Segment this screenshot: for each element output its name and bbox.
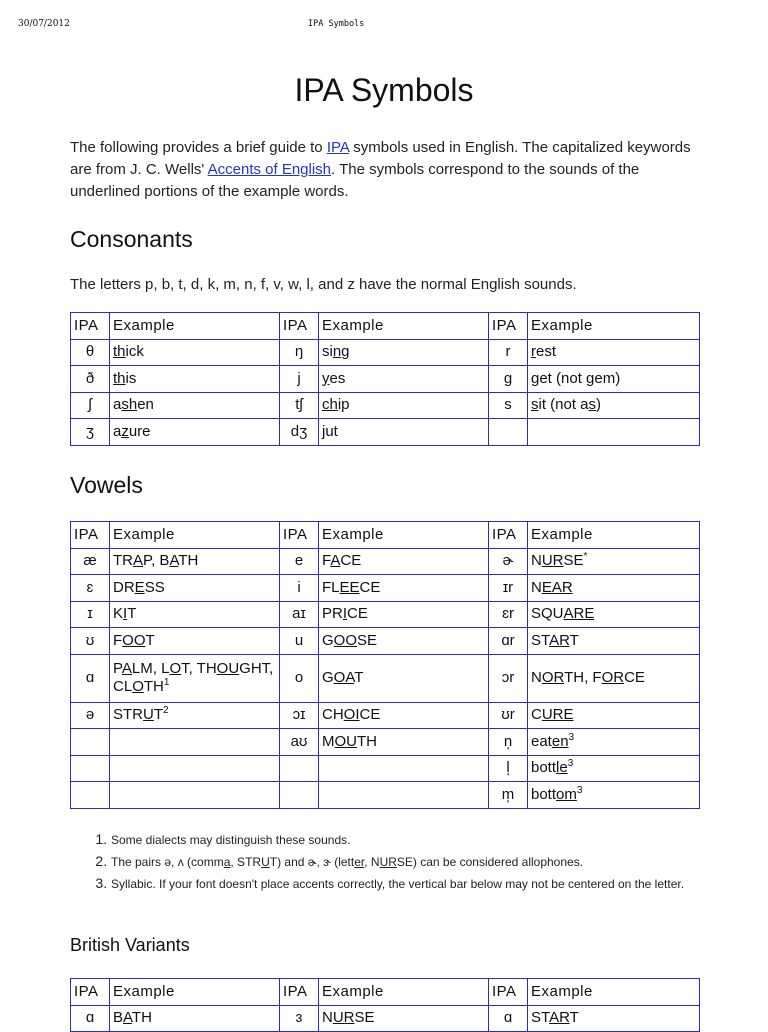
underlined-segment: ch [322, 396, 338, 414]
underlined-segment: UR [379, 855, 397, 869]
text-segment: SQU [531, 605, 564, 623]
example-word [528, 419, 700, 446]
text-segment: it (not a [538, 396, 589, 414]
table-row [71, 729, 700, 756]
text-segment: ) [596, 396, 602, 414]
table-row [71, 601, 700, 628]
underlined-segment: s [531, 396, 539, 414]
text-segment: N [322, 1009, 333, 1027]
underlined-segment: s [588, 396, 597, 414]
ipa-symbol: l̩ [489, 755, 528, 782]
underlined-segment: a [223, 855, 231, 869]
ipa-symbol: ə [71, 702, 110, 729]
ipa-symbol: ʒ [71, 419, 110, 446]
example-word [110, 392, 280, 419]
text-segment: M [322, 732, 335, 750]
table-row [71, 392, 700, 419]
text-segment: G [322, 631, 334, 649]
column-header-example: Example [528, 313, 700, 340]
column-header-example: Example [528, 522, 700, 549]
example-word [528, 392, 700, 419]
british-variants-heading: British Variants [70, 935, 190, 955]
ipa-symbol: θ [71, 339, 110, 366]
text-segment: em) [594, 369, 621, 387]
column-header-ipa: IPA [489, 979, 528, 1006]
text-segment: TR [113, 552, 133, 570]
ipa-symbol: j [280, 366, 319, 393]
intro-text-1: The following provides a brief guide to [70, 139, 327, 156]
example-word [528, 755, 700, 782]
example-word [319, 628, 489, 655]
ipa-symbol: ɛr [489, 601, 528, 628]
text-segment: ip [337, 396, 350, 414]
example-word [110, 628, 280, 655]
underlined-segment: AR [549, 631, 570, 649]
text-segment: LM, L [131, 660, 170, 677]
table-row [71, 702, 700, 729]
consonants-note: The letters p, b, t, d, k, m, n, f, v, w, l, and z have the normal English sounds. [70, 276, 577, 293]
ipa-symbol: ŋ [280, 339, 319, 366]
ipa-symbol: æ [71, 548, 110, 575]
underlined-segment: OU [216, 660, 240, 677]
example-word [528, 702, 700, 729]
text-segment: TH, F [564, 669, 602, 686]
ipa-symbol: ɔɪ [280, 702, 319, 729]
text-segment: The pairs ə, ʌ (comm [111, 855, 224, 869]
example-word [110, 729, 280, 756]
ipa-symbol: s [489, 392, 528, 419]
footnote-ref: * [583, 551, 588, 563]
text-segment: SE) can be considered allophones. [396, 855, 584, 869]
intro-paragraph [70, 137, 700, 203]
underlined-segment: A [133, 552, 144, 570]
underlined-segment: UR [541, 552, 564, 570]
text-segment: eat [531, 732, 552, 750]
underlined-segment: z [121, 422, 129, 440]
footnote-item: 3. Syllabic. If your font doesn't place accents correctly, the vertical bar below may not be centered on the letter. [111, 873, 731, 895]
example-word [319, 654, 489, 702]
example-word [319, 1005, 489, 1032]
text-segment: si [322, 343, 333, 361]
example-word [319, 419, 489, 446]
underlined-segment: I [342, 605, 348, 623]
table-row [71, 419, 700, 446]
table-row [71, 782, 700, 809]
text-segment: CE [624, 669, 645, 686]
footnote-item: 1. Some dialects may distinguish these sounds. [111, 829, 731, 851]
footnote-item [111, 851, 731, 873]
example-word [319, 782, 489, 809]
accents-of-english-link[interactable]: Accents of English [207, 161, 332, 178]
ipa-symbol: ð [71, 366, 110, 393]
table-header-row [71, 979, 700, 1006]
underlined-segment: A [123, 1009, 132, 1027]
ipa-symbol: e [280, 548, 319, 575]
intro-text-2: symbols used in English. The capitalized keywords are from J. C. Wells' [70, 139, 691, 178]
text-segment: GHT, CL [113, 660, 274, 695]
text-segment: , N [364, 855, 380, 869]
text-segment: TH [131, 1009, 152, 1027]
example-word [528, 729, 700, 756]
example-word [110, 366, 280, 393]
underlined-segment: en [551, 732, 569, 750]
text-segment: B [113, 1009, 124, 1027]
ipa-symbol: ɑ [71, 1005, 110, 1032]
underlined-segment: g [586, 369, 595, 387]
consonants-table [70, 312, 700, 446]
column-header-ipa: IPA [489, 313, 528, 340]
text-segment: K [113, 605, 124, 623]
underlined-segment: g [531, 369, 540, 387]
column-header-ipa: IPA [489, 522, 528, 549]
text-segment: T [569, 1009, 579, 1027]
text-segment: PR [322, 605, 343, 623]
ipa-symbol: ʃ [71, 392, 110, 419]
underlined-segment: sh [121, 396, 138, 414]
text-segment: ut [325, 422, 338, 440]
footnote-ref: 3 [576, 784, 583, 796]
example-word [110, 755, 280, 782]
footnote-ref: 1 [163, 677, 170, 688]
footnote-ref: 2 [163, 705, 169, 717]
underlined-segment: EE [339, 578, 360, 596]
underlined-segment: ng [332, 343, 350, 361]
text-segment: G [322, 669, 334, 686]
table-row [71, 575, 700, 602]
table-header-row [71, 522, 700, 549]
underlined-segment: A [169, 552, 179, 570]
ipa-symbol: ɑ [71, 654, 110, 702]
header-date: 30/07/2012 [18, 19, 70, 29]
column-header-example: Example [110, 522, 280, 549]
text-segment: CH [322, 706, 344, 724]
example-word [110, 575, 280, 602]
underlined-segment: th [113, 369, 126, 387]
text-segment: P, B [143, 552, 170, 570]
text-segment: SS [144, 578, 165, 596]
ipa-symbol: ɪ [71, 601, 110, 628]
underlined-segment: th [113, 343, 126, 361]
text-segment: ST [531, 1009, 550, 1027]
text-segment: bott [531, 759, 557, 777]
example-word [319, 702, 489, 729]
underlined-segment: UR [332, 1009, 355, 1027]
text-segment: TH [178, 552, 199, 570]
text-segment: SE [357, 631, 378, 649]
underlined-segment: O [132, 678, 144, 695]
underlined-segment: EAR [541, 578, 573, 596]
ipa-symbol: ɑ [489, 1005, 528, 1032]
text-segment: SE [354, 1009, 375, 1027]
column-header-example: Example [319, 313, 489, 340]
ipa-symbol [280, 782, 319, 809]
underlined-segment: er [354, 855, 365, 869]
ipa-symbol: r [489, 339, 528, 366]
text-segment: T, TH [181, 660, 217, 677]
ipa-symbol: ɡ [489, 366, 528, 393]
example-word [528, 339, 700, 366]
text-segment: T [354, 669, 364, 686]
text-segment: CE [340, 552, 362, 570]
underlined-segment: A [121, 660, 132, 677]
ipa-symbol: ɔr [489, 654, 528, 702]
example-word [528, 575, 700, 602]
example-word [528, 628, 700, 655]
example-word [110, 702, 280, 729]
page-title: IPA Symbols [294, 72, 474, 108]
ipa-symbol [489, 419, 528, 446]
example-word [319, 575, 489, 602]
column-header-ipa: IPA [71, 522, 110, 549]
underlined-segment: ARE [563, 605, 595, 623]
column-header-example: Example [319, 522, 489, 549]
text-segment: F [322, 552, 331, 570]
ipa-symbol [280, 755, 319, 782]
underlined-segment: U [261, 855, 270, 869]
text-segment: N [531, 669, 542, 686]
example-word [319, 729, 489, 756]
text-segment: et (not [539, 369, 587, 387]
text-segment: P [113, 660, 122, 677]
ipa-symbol: ɜ [280, 1005, 319, 1032]
underlined-segment: OR [541, 669, 565, 686]
intro-text-3: . The symbols correspond to the sounds of the underlined portions of the example words. [70, 161, 640, 200]
text-segment: T) and ɚ, ɝ (lett [269, 855, 355, 869]
ipa-symbol: ɪr [489, 575, 528, 602]
table-row [71, 755, 700, 782]
ipa-symbol: ɛ [71, 575, 110, 602]
underlined-segment: OA [333, 669, 355, 686]
example-word [110, 419, 280, 446]
underlined-segment: O [169, 660, 182, 677]
example-word [319, 339, 489, 366]
text-segment: C [531, 706, 542, 724]
ipa-symbol: u [280, 628, 319, 655]
ipa-symbol: aʊ [280, 729, 319, 756]
text-segment: STR [113, 706, 143, 724]
text-segment: CE [359, 706, 381, 724]
underlined-segment: y [322, 369, 330, 387]
ipa-symbol: ʊr [489, 702, 528, 729]
example-word [319, 366, 489, 393]
footnote-ref: 3 [567, 758, 574, 770]
text-segment: is [125, 369, 137, 387]
text-segment: bott [531, 785, 557, 803]
example-word [528, 1005, 700, 1032]
column-header-ipa: IPA [71, 313, 110, 340]
vowels-table [70, 521, 700, 809]
table-row [71, 628, 700, 655]
ipa-symbol: tʃ [280, 392, 319, 419]
column-header-ipa: IPA [71, 979, 110, 1006]
column-header-ipa: IPA [280, 313, 319, 340]
ipa-symbol: m̩ [489, 782, 528, 809]
column-header-example: Example [528, 979, 700, 1006]
example-word [319, 755, 489, 782]
ipa-symbol [71, 729, 110, 756]
ipa-symbol [71, 782, 110, 809]
ipa-symbol [71, 755, 110, 782]
ipa-symbol: ɚ [489, 548, 528, 575]
text-segment: , STR [230, 855, 262, 869]
ipa-symbol: n̩ [489, 729, 528, 756]
underlined-segment: E [134, 578, 145, 596]
ipa-symbol: o [280, 654, 319, 702]
text-segment: ure [128, 422, 151, 440]
example-word [528, 782, 700, 809]
text-segment: SE [563, 552, 584, 570]
text-segment: a [113, 422, 122, 440]
table-row [71, 366, 700, 393]
example-word [110, 654, 280, 702]
underlined-segment: AR [549, 1009, 570, 1027]
underlined-segment: om [556, 785, 577, 803]
text-segment: CE [347, 605, 368, 623]
footnote-ref: 3 [568, 731, 575, 743]
header-doc-title: IPA Symbols [308, 19, 365, 29]
example-word [528, 601, 700, 628]
column-header-example: Example [110, 313, 280, 340]
text-segment: F [113, 631, 123, 649]
underlined-segment: OI [343, 706, 360, 724]
underlined-segment: URE [541, 706, 574, 724]
ipa-link[interactable]: IPA [326, 139, 350, 156]
table-row [71, 339, 700, 366]
underlined-segment: r [531, 343, 536, 361]
consonants-heading: Consonants [70, 226, 193, 252]
footnotes-list [70, 829, 731, 895]
example-word [528, 654, 700, 702]
underlined-segment: OR [601, 669, 625, 686]
column-header-ipa: IPA [280, 979, 319, 1006]
column-header-ipa: IPA [280, 522, 319, 549]
text-segment: ick [125, 343, 144, 361]
example-word [319, 548, 489, 575]
example-word [110, 601, 280, 628]
text-segment: en [137, 396, 154, 414]
table-row [71, 654, 700, 702]
example-word [110, 339, 280, 366]
text-segment: a [113, 396, 122, 414]
text-segment: DR [113, 578, 135, 596]
underlined-segment: OU [334, 732, 357, 750]
ipa-symbol: ɑr [489, 628, 528, 655]
example-word [319, 601, 489, 628]
ipa-symbol: ʊ [71, 628, 110, 655]
example-word [319, 392, 489, 419]
vowels-heading: Vowels [70, 472, 143, 498]
underlined-segment: le [556, 759, 568, 777]
text-segment: T [127, 605, 137, 623]
text-segment: N [531, 578, 542, 596]
ipa-symbol: aɪ [280, 601, 319, 628]
underlined-segment: OO [122, 631, 146, 649]
text-segment: TH [143, 678, 164, 695]
text-segment: T [153, 706, 164, 724]
underlined-segment: A [330, 552, 341, 570]
text-segment: T [145, 631, 155, 649]
column-header-example: Example [319, 979, 489, 1006]
underlined-segment: I [123, 605, 128, 623]
underlined-segment: OO [333, 631, 358, 649]
example-word [110, 1005, 280, 1032]
text-segment: CE [359, 578, 381, 596]
example-word [110, 548, 280, 575]
example-word [528, 548, 700, 575]
text-segment: es [329, 369, 346, 387]
text-segment: T [569, 631, 579, 649]
example-word [110, 782, 280, 809]
table-row [71, 548, 700, 575]
text-segment: FL [322, 578, 340, 596]
column-header-example: Example [110, 979, 280, 1006]
example-word [528, 366, 700, 393]
ipa-symbol: dʒ [280, 419, 319, 446]
text-segment: ST [531, 631, 550, 649]
text-segment: TH [357, 732, 377, 750]
underlined-segment: j [322, 422, 326, 440]
underlined-segment: U [143, 706, 154, 724]
text-segment: N [531, 552, 542, 570]
table-header-row [71, 313, 700, 340]
ipa-symbol: i [280, 575, 319, 602]
table-row [71, 1005, 700, 1032]
text-segment: est [536, 343, 557, 361]
